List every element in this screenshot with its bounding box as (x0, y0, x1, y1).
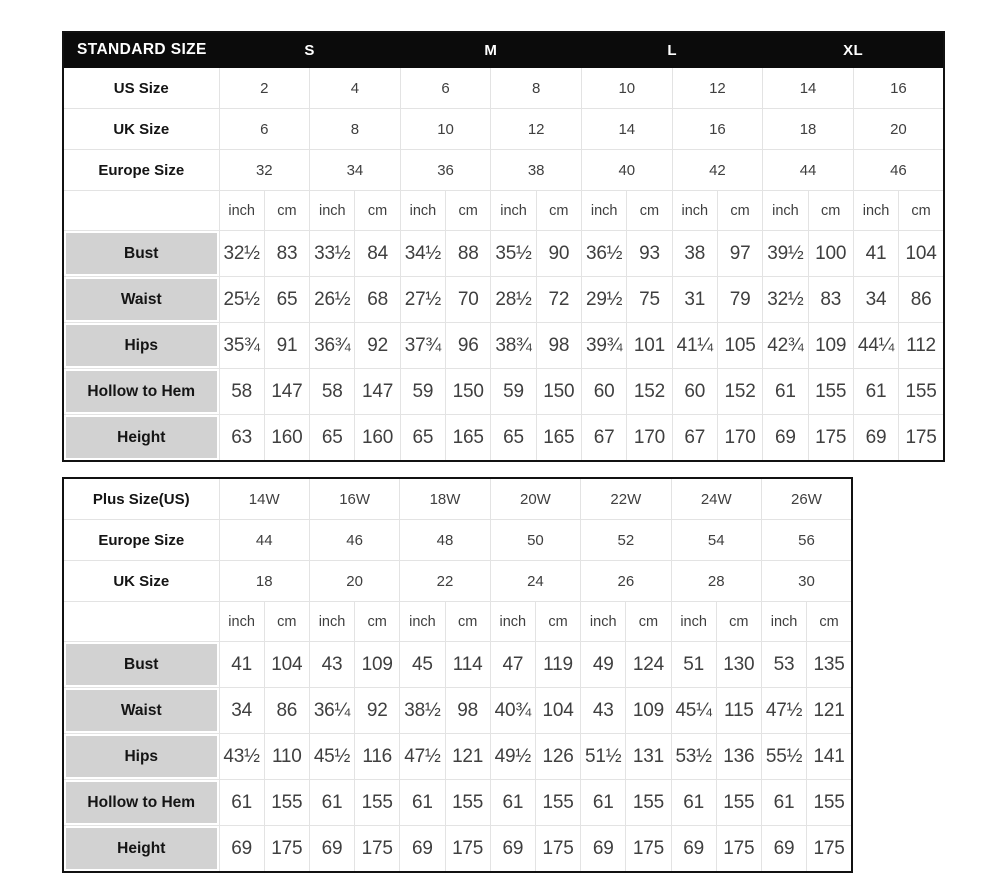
value-cell: 61 (309, 780, 354, 826)
value-cell: 27½ (400, 277, 445, 323)
value-cell: 155 (807, 780, 852, 826)
table-row-bust (63, 231, 944, 277)
value-cell: 121 (445, 734, 490, 780)
value-cell: 61 (219, 780, 264, 826)
table-row-waist (63, 277, 944, 323)
value-cell: 160 (355, 415, 400, 462)
value-cell: 52 (581, 520, 671, 561)
value-cell: 67 (582, 415, 627, 462)
value-cell: 22 (400, 561, 490, 602)
value-cell: 60 (582, 369, 627, 415)
value-cell: 30 (761, 561, 852, 602)
value-cell: 155 (716, 780, 761, 826)
row-label: US Size (63, 68, 219, 109)
value-cell: 43 (309, 642, 354, 688)
value-cell: 92 (355, 688, 400, 734)
value-cell: 6 (219, 109, 310, 150)
unit-cell: inch (671, 602, 716, 642)
value-cell: 165 (446, 415, 491, 462)
value-cell: 39¾ (582, 323, 627, 369)
unit-cell: inch (309, 602, 354, 642)
value-cell: 31 (672, 277, 717, 323)
row-label: Europe Size (63, 520, 219, 561)
table-title-cell: STANDARD SIZE (63, 32, 219, 68)
value-cell: 175 (716, 826, 761, 873)
value-cell: 2 (219, 68, 310, 109)
value-cell: 32½ (763, 277, 808, 323)
table-row-hollow-to-hem (63, 780, 852, 826)
value-cell: 61 (581, 780, 626, 826)
value-cell: 84 (355, 231, 400, 277)
unit-cell: inch (763, 191, 808, 231)
unit-cell: inch (582, 191, 627, 231)
value-cell: 4 (310, 68, 401, 109)
value-cell: 61 (671, 780, 716, 826)
value-cell: 36¼ (309, 688, 354, 734)
value-cell: 44¼ (853, 323, 898, 369)
value-cell: 45½ (309, 734, 354, 780)
value-cell: 165 (536, 415, 581, 462)
unit-cell: inch (490, 602, 535, 642)
table-row-waist (63, 688, 852, 734)
value-cell: 24W (671, 478, 761, 520)
value-cell: 65 (264, 277, 309, 323)
unit-cell: cm (807, 602, 852, 642)
value-cell: 175 (535, 826, 580, 873)
value-cell: 42 (672, 150, 763, 191)
value-cell: 18 (219, 561, 309, 602)
value-cell: 141 (807, 734, 852, 780)
value-cell: 175 (899, 415, 944, 462)
value-cell: 54 (671, 520, 761, 561)
value-cell: 32 (219, 150, 310, 191)
value-cell: 46 (309, 520, 399, 561)
table-row-uk-size (63, 561, 852, 602)
row-label: Hips (63, 734, 219, 780)
unit-cell: inch (219, 602, 264, 642)
value-cell: 45 (400, 642, 445, 688)
value-cell: 34 (219, 688, 264, 734)
value-cell: 155 (626, 780, 671, 826)
value-cell: 61 (400, 780, 445, 826)
value-cell: 175 (626, 826, 671, 873)
unit-cell: cm (264, 191, 309, 231)
value-cell: 175 (808, 415, 853, 462)
row-label: UK Size (63, 561, 219, 602)
value-cell: 28 (671, 561, 761, 602)
value-cell: 28½ (491, 277, 536, 323)
row-label (63, 191, 219, 231)
value-cell: 65 (400, 415, 445, 462)
value-cell: 18W (400, 478, 490, 520)
table-row-standard-size (63, 32, 944, 68)
value-cell: 16 (853, 68, 944, 109)
value-cell: 26 (581, 561, 671, 602)
value-cell: 109 (808, 323, 853, 369)
value-cell: 152 (717, 369, 762, 415)
value-cell: 44 (219, 520, 309, 561)
value-cell: 47½ (400, 734, 445, 780)
value-cell: 43½ (219, 734, 264, 780)
value-cell: 100 (808, 231, 853, 277)
value-cell: 67 (672, 415, 717, 462)
value-cell: 112 (899, 323, 944, 369)
value-cell: 61 (763, 369, 808, 415)
row-label: Plus Size(US) (63, 478, 219, 520)
table-row-hips (63, 734, 852, 780)
value-cell: 44 (763, 150, 854, 191)
value-cell: 124 (626, 642, 671, 688)
value-cell: 59 (400, 369, 445, 415)
value-cell: 14 (763, 68, 854, 109)
value-cell: 110 (264, 734, 309, 780)
value-cell: 51½ (581, 734, 626, 780)
value-cell: 33½ (310, 231, 355, 277)
value-cell: 39½ (763, 231, 808, 277)
value-cell: 109 (355, 642, 400, 688)
value-cell: 69 (219, 826, 264, 873)
value-cell: 49½ (490, 734, 535, 780)
table-row-hollow-to-hem (63, 369, 944, 415)
table-row-us-size (63, 68, 944, 109)
value-cell: 14W (219, 478, 309, 520)
value-cell: 152 (627, 369, 672, 415)
value-cell: 10 (400, 109, 491, 150)
row-label: Bust (63, 642, 219, 688)
value-cell: 160 (264, 415, 309, 462)
value-cell: 20 (853, 109, 944, 150)
row-label: Waist (63, 688, 219, 734)
value-cell: 46 (853, 150, 944, 191)
value-cell: 32½ (219, 231, 264, 277)
value-cell: 41¼ (672, 323, 717, 369)
size-group-header: XL (763, 32, 944, 68)
value-cell: 48 (400, 520, 490, 561)
value-cell: 55½ (761, 734, 806, 780)
value-cell: 69 (853, 415, 898, 462)
value-cell: 70 (446, 277, 491, 323)
unit-cell: inch (581, 602, 626, 642)
value-cell: 86 (899, 277, 944, 323)
value-cell: 61 (853, 369, 898, 415)
table-row-height (63, 415, 944, 462)
value-cell: 175 (445, 826, 490, 873)
value-cell: 126 (535, 734, 580, 780)
value-cell: 12 (672, 68, 763, 109)
value-cell: 24 (490, 561, 580, 602)
value-cell: 104 (264, 642, 309, 688)
value-cell: 114 (445, 642, 490, 688)
row-label: Hollow to Hem (63, 780, 219, 826)
value-cell: 96 (446, 323, 491, 369)
unit-cell: inch (672, 191, 717, 231)
unit-cell: inch (310, 191, 355, 231)
value-cell: 53 (761, 642, 806, 688)
value-cell: 150 (446, 369, 491, 415)
value-cell: 51 (671, 642, 716, 688)
value-cell: 18 (763, 109, 854, 150)
value-cell: 42¾ (763, 323, 808, 369)
value-cell: 170 (627, 415, 672, 462)
value-cell: 40¾ (490, 688, 535, 734)
value-cell: 83 (808, 277, 853, 323)
value-cell: 65 (310, 415, 355, 462)
value-cell: 150 (536, 369, 581, 415)
value-cell: 20W (490, 478, 580, 520)
unit-cell: inch (219, 191, 264, 231)
row-label: UK Size (63, 109, 219, 150)
value-cell: 37¾ (400, 323, 445, 369)
value-cell: 20 (309, 561, 399, 602)
value-cell: 58 (310, 369, 355, 415)
value-cell: 58 (219, 369, 264, 415)
unit-cell: cm (264, 602, 309, 642)
value-cell: 75 (627, 277, 672, 323)
plus-size-table (62, 477, 853, 873)
value-cell: 41 (853, 231, 898, 277)
value-cell: 34 (853, 277, 898, 323)
value-cell: 104 (535, 688, 580, 734)
value-cell: 155 (445, 780, 490, 826)
value-cell: 38 (491, 150, 582, 191)
unit-cell: cm (355, 191, 400, 231)
value-cell: 69 (309, 826, 354, 873)
table-row-uk-size (63, 109, 944, 150)
size-group-header: S (219, 32, 400, 68)
value-cell: 36¾ (310, 323, 355, 369)
value-cell: 135 (807, 642, 852, 688)
value-cell: 25½ (219, 277, 264, 323)
row-label: Europe Size (63, 150, 219, 191)
unit-cell: cm (446, 191, 491, 231)
value-cell: 61 (490, 780, 535, 826)
value-cell: 88 (446, 231, 491, 277)
value-cell: 43 (581, 688, 626, 734)
value-cell: 69 (581, 826, 626, 873)
row-label: Height (63, 826, 219, 873)
value-cell: 69 (400, 826, 445, 873)
value-cell: 136 (716, 734, 761, 780)
value-cell: 26½ (310, 277, 355, 323)
value-cell: 38¾ (491, 323, 536, 369)
value-cell: 119 (535, 642, 580, 688)
value-cell: 8 (310, 109, 401, 150)
value-cell: 121 (807, 688, 852, 734)
value-cell: 130 (716, 642, 761, 688)
table-row-units (63, 191, 944, 231)
standard-size-table (62, 31, 945, 462)
unit-cell: cm (808, 191, 853, 231)
value-cell: 38½ (400, 688, 445, 734)
value-cell: 22W (581, 478, 671, 520)
value-cell: 45¼ (671, 688, 716, 734)
value-cell: 170 (717, 415, 762, 462)
size-group-header: L (582, 32, 763, 68)
value-cell: 90 (536, 231, 581, 277)
unit-cell: inch (491, 191, 536, 231)
value-cell: 8 (491, 68, 582, 109)
unit-cell: inch (400, 602, 445, 642)
value-cell: 116 (355, 734, 400, 780)
size-group-header: M (400, 32, 581, 68)
value-cell: 53½ (671, 734, 716, 780)
value-cell: 98 (445, 688, 490, 734)
unit-cell: cm (535, 602, 580, 642)
value-cell: 12 (491, 109, 582, 150)
value-cell: 175 (807, 826, 852, 873)
value-cell: 26W (761, 478, 852, 520)
value-cell: 35¾ (219, 323, 264, 369)
value-cell: 86 (264, 688, 309, 734)
value-cell: 147 (264, 369, 309, 415)
value-cell: 175 (264, 826, 309, 873)
row-label: Height (63, 415, 219, 462)
table-row-height (63, 826, 852, 873)
value-cell: 155 (355, 780, 400, 826)
table-row-hips (63, 323, 944, 369)
value-cell: 61 (761, 780, 806, 826)
unit-cell: cm (536, 191, 581, 231)
value-cell: 10 (582, 68, 673, 109)
unit-cell: inch (853, 191, 898, 231)
value-cell: 65 (491, 415, 536, 462)
value-cell: 69 (763, 415, 808, 462)
value-cell: 47 (490, 642, 535, 688)
unit-cell: cm (899, 191, 944, 231)
value-cell: 63 (219, 415, 264, 462)
unit-cell: cm (355, 602, 400, 642)
value-cell: 14 (582, 109, 673, 150)
value-cell: 69 (490, 826, 535, 873)
value-cell: 36½ (582, 231, 627, 277)
value-cell: 69 (671, 826, 716, 873)
value-cell: 34½ (400, 231, 445, 277)
unit-cell: cm (717, 191, 762, 231)
row-label: Bust (63, 231, 219, 277)
unit-cell: cm (627, 191, 672, 231)
table-row-europe-size (63, 520, 852, 561)
unit-cell: inch (761, 602, 806, 642)
value-cell: 155 (899, 369, 944, 415)
value-cell: 92 (355, 323, 400, 369)
value-cell: 36 (400, 150, 491, 191)
value-cell: 175 (355, 826, 400, 873)
value-cell: 97 (717, 231, 762, 277)
row-label: Hips (63, 323, 219, 369)
value-cell: 155 (264, 780, 309, 826)
value-cell: 59 (491, 369, 536, 415)
value-cell: 38 (672, 231, 717, 277)
value-cell: 16 (672, 109, 763, 150)
table-row-bust (63, 642, 852, 688)
unit-cell: cm (716, 602, 761, 642)
value-cell: 79 (717, 277, 762, 323)
table-row-units (63, 602, 852, 642)
row-label: Waist (63, 277, 219, 323)
value-cell: 6 (400, 68, 491, 109)
value-cell: 35½ (491, 231, 536, 277)
value-cell: 98 (536, 323, 581, 369)
value-cell: 49 (581, 642, 626, 688)
value-cell: 101 (627, 323, 672, 369)
row-label: Hollow to Hem (63, 369, 219, 415)
value-cell: 40 (582, 150, 673, 191)
value-cell: 47½ (761, 688, 806, 734)
value-cell: 104 (899, 231, 944, 277)
unit-cell: inch (400, 191, 445, 231)
row-label (63, 602, 219, 642)
value-cell: 60 (672, 369, 717, 415)
value-cell: 50 (490, 520, 580, 561)
value-cell: 69 (761, 826, 806, 873)
value-cell: 105 (717, 323, 762, 369)
value-cell: 131 (626, 734, 671, 780)
value-cell: 93 (627, 231, 672, 277)
value-cell: 91 (264, 323, 309, 369)
value-cell: 41 (219, 642, 264, 688)
table-row-plus-size-us (63, 478, 852, 520)
unit-cell: cm (626, 602, 671, 642)
unit-cell: cm (445, 602, 490, 642)
value-cell: 56 (761, 520, 852, 561)
value-cell: 29½ (582, 277, 627, 323)
value-cell: 147 (355, 369, 400, 415)
value-cell: 68 (355, 277, 400, 323)
value-cell: 72 (536, 277, 581, 323)
value-cell: 115 (716, 688, 761, 734)
value-cell: 155 (808, 369, 853, 415)
value-cell: 16W (309, 478, 399, 520)
table-row-europe-size (63, 150, 944, 191)
value-cell: 155 (535, 780, 580, 826)
value-cell: 109 (626, 688, 671, 734)
value-cell: 34 (310, 150, 401, 191)
value-cell: 83 (264, 231, 309, 277)
